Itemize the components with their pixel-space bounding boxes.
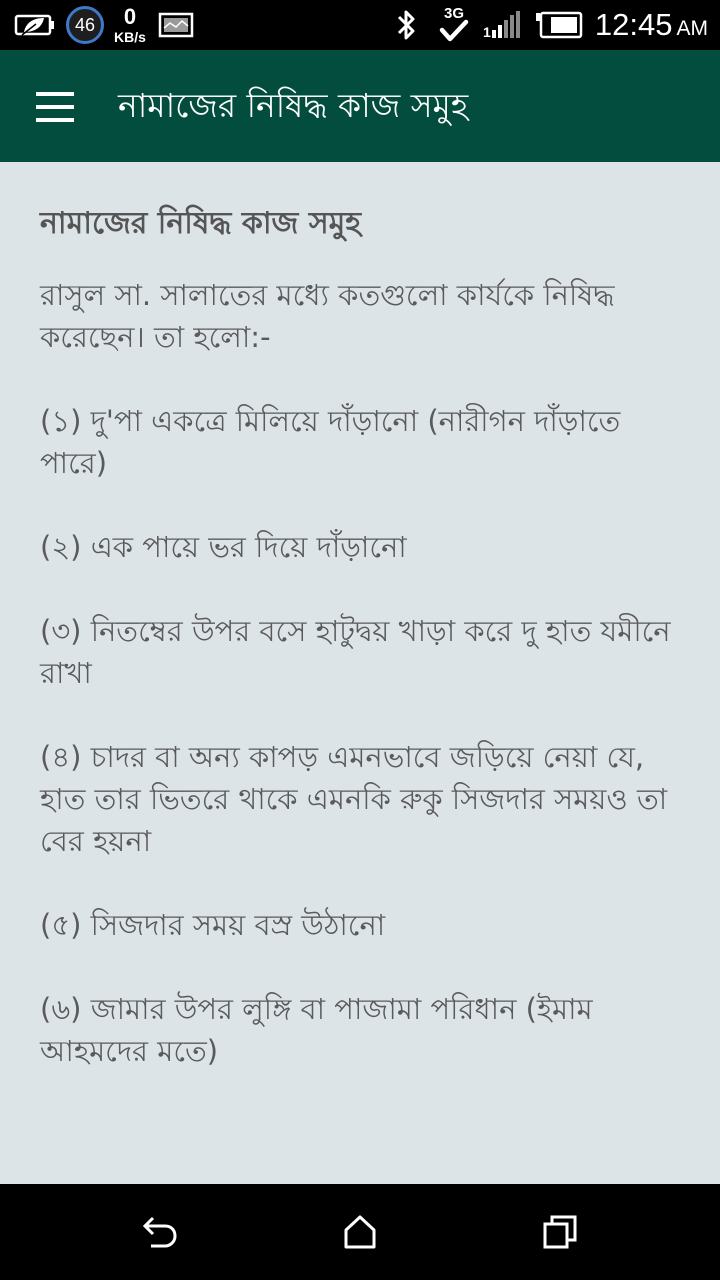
app-title: নামাজের নিষিদ্ধ কাজ সমুহ [118, 86, 469, 125]
net-speed-value: 0 [123, 4, 137, 29]
article-item-6: (৬) জামার উপর লুঙ্গি বা পাজামা পরিধান (ইমাম আহমদের মতে) [40, 992, 593, 1068]
article-item-5: (৫) সিজদার সময় বস্র উঠানো [40, 908, 386, 942]
article-item-2: (২) এক পায়ে ভর দিয়ে দাঁড়ানো [40, 530, 407, 564]
bluetooth-icon [395, 7, 419, 43]
clock-ampm: AM [676, 17, 708, 40]
recents-icon[interactable] [534, 1206, 586, 1258]
navigation-bar [0, 1184, 720, 1280]
leaf-battery-saver-icon [14, 10, 56, 40]
battery-icon [535, 11, 583, 39]
article-content [40, 162, 680, 1072]
hamburger-menu-icon[interactable] [36, 92, 76, 122]
status-bar-left [14, 0, 194, 50]
article-item-1: (১) দু'পা একত্রে মিলিয়ে দাঁড়ানো (নারীগন দাঁড়াতে পারে) [40, 404, 621, 480]
menu-line [36, 92, 74, 96]
status-bar [0, 0, 720, 50]
status-bar-right [395, 0, 708, 50]
article-heading: নামাজের নিষিদ্ধ কাজ সমুহ [40, 206, 362, 241]
network-type-label: 3G [443, 5, 464, 22]
3g-data-icon [437, 3, 471, 47]
signal-icon [483, 10, 523, 40]
battery-percent-ring: 46 [66, 6, 104, 44]
menu-line [36, 105, 74, 109]
net-speed [114, 6, 146, 44]
svg-text:1: 1 [482, 24, 491, 40]
article-item-4: (৪) চাদর বা অন্য কাপড় এমনভাবে জড়িয়ে নেয়া যে, হাত তার ভিতরে থাকে এমনকি রুকু সিজদার সময়ও তা বের হয়না [40, 740, 668, 858]
back-icon[interactable] [133, 1206, 185, 1258]
article-intro: রাসুল সা. সালাতের মধ্যে কতগুলো কার্যকে নিষিদ্ধ করেছেন। তা হলো:- [40, 278, 615, 354]
article-item-3: (৩) নিতম্বের উপর বসে হাটুদ্বয় খাড়া করে দু হাত যমীনে রাখা [40, 614, 671, 690]
net-speed-unit: KB/s [114, 29, 146, 45]
image-notification-icon [158, 11, 194, 39]
home-icon[interactable] [334, 1206, 386, 1258]
clock-time: 12:45 [594, 7, 673, 42]
menu-line [36, 118, 74, 122]
app-bar [0, 50, 720, 162]
status-clock [595, 7, 708, 43]
